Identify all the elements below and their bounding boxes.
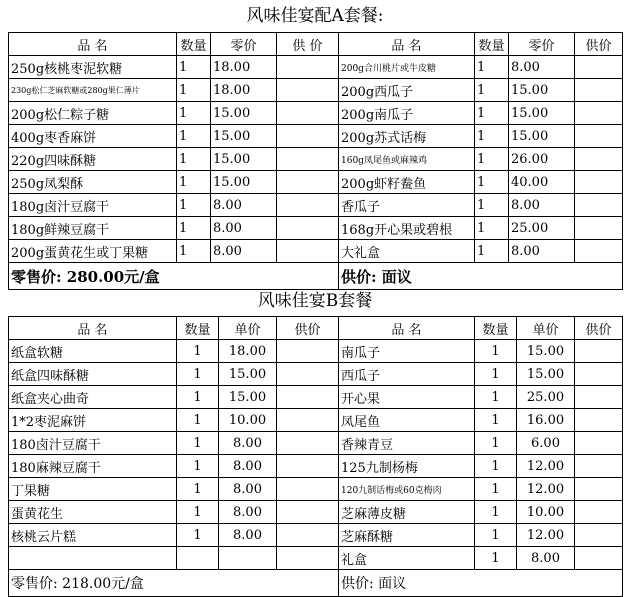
column-header: 数量 [475, 33, 509, 56]
quantity-cell: 1 [475, 524, 517, 547]
supply-price-cell [575, 409, 623, 432]
item-name-cell: 凤尾鱼 [339, 409, 475, 432]
price-cell: 8.00 [211, 217, 277, 240]
item-name-cell: 220g四味酥糖 [9, 148, 177, 171]
price-cell: 15.00 [211, 171, 277, 194]
quantity-cell: 1 [475, 409, 517, 432]
quantity-cell: 1 [177, 524, 219, 547]
quantity-cell: 1 [475, 547, 517, 570]
quantity-cell: 1 [475, 148, 509, 171]
quantity-cell: 1 [177, 340, 219, 363]
set-b-table [8, 316, 623, 597]
item-name-cell: 纸盒软糖 [9, 340, 177, 363]
set-b-title: 风味佳宴B套餐 [257, 291, 373, 311]
item-name-cell: 400g枣香麻饼 [9, 125, 177, 148]
item-name-cell: 250g核桃枣泥软糖 [9, 56, 177, 79]
quantity-cell: 1 [475, 363, 517, 386]
item-name-cell: 蛋黄花生 [9, 501, 177, 524]
item-name-cell: 礼盒 [339, 547, 475, 570]
supply-price-cell [277, 340, 339, 363]
supply-price-cell [277, 363, 339, 386]
item-name-cell: 西瓜子 [339, 363, 475, 386]
column-header: 品 名 [9, 317, 177, 340]
item-name-cell: 丁果糖 [9, 478, 177, 501]
table-row [9, 547, 623, 570]
quantity-cell: 1 [177, 171, 211, 194]
summary-row [9, 263, 623, 290]
retail-price: 零售价: 280.00元/盒 [9, 263, 339, 290]
price-cell: 10.00 [517, 501, 575, 524]
price-cell: 15.00 [509, 79, 575, 102]
price-cell: 8.00 [219, 432, 277, 455]
item-name-cell: 芝麻酥糖 [339, 524, 475, 547]
item-name-cell: 180g鲜辣豆腐干 [9, 217, 177, 240]
price-cell: 8.00 [509, 56, 575, 79]
table-row [9, 455, 623, 478]
column-header: 数量 [177, 317, 219, 340]
quantity-cell: 1 [475, 240, 509, 263]
item-name-cell: 纸盒夹心曲奇 [9, 386, 177, 409]
table-row [9, 363, 623, 386]
supply-price-note: 供价: 面议 [339, 263, 623, 290]
supply-price-cell [277, 409, 339, 432]
supply-price-cell [575, 194, 623, 217]
supply-price-note: 供价: 面议 [339, 570, 623, 597]
table-row [9, 217, 623, 240]
supply-price-cell [575, 148, 623, 171]
price-cell: 8.00 [517, 547, 575, 570]
price-cell: 15.00 [219, 363, 277, 386]
item-name-cell: 200g苏式话梅 [339, 125, 475, 148]
price-cell: 6.00 [517, 432, 575, 455]
item-name-cell: 200g虾籽鲞鱼 [339, 171, 475, 194]
quantity-cell: 1 [177, 478, 219, 501]
item-name-cell: 香瓜子 [339, 194, 475, 217]
supply-price-cell [575, 524, 623, 547]
price-cell: 8.00 [211, 194, 277, 217]
quantity-cell: 1 [475, 478, 517, 501]
item-name-cell: 125九制杨梅 [339, 455, 475, 478]
item-name-cell: 120九制话梅或60克梅肉 [339, 478, 475, 501]
supply-price-cell [575, 102, 623, 125]
table-row [9, 125, 623, 148]
item-name-cell: 160g凤尾鱼或麻辣鸡 [339, 148, 475, 171]
supply-price-cell [277, 524, 339, 547]
quantity-cell: 1 [475, 340, 517, 363]
quantity-cell: 1 [177, 125, 211, 148]
supply-price-cell [277, 148, 339, 171]
quantity-cell: 1 [475, 217, 509, 240]
table-row [9, 524, 623, 547]
quantity-cell: 1 [475, 194, 509, 217]
column-header: 供 价 [277, 33, 339, 56]
item-name-cell: 大礼盒 [339, 240, 475, 263]
item-name-cell: 250g凤梨酥 [9, 171, 177, 194]
item-name-cell: 200g合川桃片或牛皮糖 [339, 56, 475, 79]
quantity-cell: 1 [177, 194, 211, 217]
table-row [9, 148, 623, 171]
table-row [9, 386, 623, 409]
price-cell: 12.00 [517, 455, 575, 478]
item-name-cell: 230g松仁芝麻软糖或280g果仁薄片 [9, 79, 177, 102]
quantity-cell: 1 [177, 501, 219, 524]
column-header: 零价 [509, 33, 575, 56]
supply-price-cell [575, 363, 623, 386]
item-name-cell: 180g卤汁豆腐干 [9, 194, 177, 217]
item-name-cell: 纸盒四味酥糖 [9, 363, 177, 386]
quantity-cell: 1 [475, 125, 509, 148]
price-cell: 15.00 [509, 102, 575, 125]
table-row [9, 340, 623, 363]
price-cell: 15.00 [517, 340, 575, 363]
supply-price-cell [277, 501, 339, 524]
table-row [9, 194, 623, 217]
price-cell: 18.00 [219, 340, 277, 363]
column-header: 供价 [277, 317, 339, 340]
price-cell: 8.00 [211, 240, 277, 263]
supply-price-cell [277, 217, 339, 240]
table-header-row [9, 33, 623, 56]
table-row [9, 478, 623, 501]
column-header: 零价 [211, 33, 277, 56]
column-header: 品 名 [339, 317, 475, 340]
quantity-cell: 1 [475, 171, 509, 194]
supply-price-cell [575, 240, 623, 263]
quantity-cell: 1 [177, 240, 211, 263]
item-name-cell: 芝麻薄皮糖 [339, 501, 475, 524]
table-row [9, 79, 623, 102]
supply-price-cell [575, 386, 623, 409]
item-name-cell: 香辣青豆 [339, 432, 475, 455]
price-cell: 25.00 [517, 386, 575, 409]
quantity-cell: 1 [475, 386, 517, 409]
item-name-cell: 180麻辣豆腐干 [9, 455, 177, 478]
quantity-cell: 1 [177, 432, 219, 455]
quantity-cell [177, 547, 219, 570]
supply-price-cell [575, 547, 623, 570]
supply-price-cell [575, 56, 623, 79]
supply-price-cell [277, 547, 339, 570]
item-name-cell: 南瓜子 [339, 340, 475, 363]
quantity-cell: 1 [475, 56, 509, 79]
supply-price-cell [277, 432, 339, 455]
item-name-cell: 200g松仁粽子糖 [9, 102, 177, 125]
price-cell: 8.00 [509, 240, 575, 263]
price-cell: 15.00 [517, 363, 575, 386]
supply-price-cell [277, 125, 339, 148]
supply-price-cell [575, 478, 623, 501]
price-cell: 15.00 [211, 102, 277, 125]
table-header-row [9, 317, 623, 340]
quantity-cell: 1 [475, 501, 517, 524]
table-row [9, 432, 623, 455]
quantity-cell: 1 [177, 386, 219, 409]
item-name-cell: 200g南瓜子 [339, 102, 475, 125]
price-cell: 18.00 [211, 79, 277, 102]
quantity-cell: 1 [177, 409, 219, 432]
supply-price-cell [575, 432, 623, 455]
set-a-title: 风味佳宴配A套餐: [246, 6, 384, 26]
table-row [9, 171, 623, 194]
item-name-cell [9, 547, 177, 570]
table-row [9, 409, 623, 432]
price-cell: 8.00 [219, 455, 277, 478]
supply-price-cell [575, 125, 623, 148]
column-header: 数量 [177, 33, 211, 56]
price-cell: 16.00 [517, 409, 575, 432]
supply-price-cell [277, 478, 339, 501]
table-row [9, 240, 623, 263]
price-cell: 8.00 [219, 524, 277, 547]
quantity-cell: 1 [177, 148, 211, 171]
item-name-cell: 168g开心果或碧根 [339, 217, 475, 240]
quantity-cell: 1 [177, 455, 219, 478]
supply-price-cell [277, 171, 339, 194]
quantity-cell: 1 [177, 79, 211, 102]
item-name-cell: 180卤汁豆腐干 [9, 432, 177, 455]
column-header: 数量 [475, 317, 517, 340]
column-header: 供价 [575, 317, 623, 340]
supply-price-cell [277, 79, 339, 102]
price-cell: 8.00 [219, 501, 277, 524]
supply-price-cell [277, 102, 339, 125]
price-cell: 15.00 [211, 125, 277, 148]
set-a-table [8, 32, 623, 290]
column-header: 品 名 [339, 33, 475, 56]
price-cell: 25.00 [509, 217, 575, 240]
quantity-cell: 1 [475, 102, 509, 125]
column-header: 供价 [575, 33, 623, 56]
quantity-cell: 1 [475, 455, 517, 478]
supply-price-cell [575, 79, 623, 102]
quantity-cell: 1 [177, 217, 211, 240]
quantity-cell: 1 [177, 363, 219, 386]
column-header: 单价 [517, 317, 575, 340]
supply-price-cell [575, 171, 623, 194]
supply-price-cell [277, 56, 339, 79]
price-cell: 8.00 [219, 478, 277, 501]
price-cell [219, 547, 277, 570]
retail-price: 零售价: 218.00元/盒 [9, 570, 339, 597]
price-cell: 15.00 [211, 148, 277, 171]
price-cell: 15.00 [509, 125, 575, 148]
table-row [9, 501, 623, 524]
supply-price-cell [277, 455, 339, 478]
item-name-cell: 开心果 [339, 386, 475, 409]
item-name-cell: 核桃云片糕 [9, 524, 177, 547]
supply-price-cell [575, 217, 623, 240]
price-cell: 10.00 [219, 409, 277, 432]
price-cell: 12.00 [517, 478, 575, 501]
supply-price-cell [575, 340, 623, 363]
supply-price-cell [575, 501, 623, 524]
item-name-cell: 200g西瓜子 [339, 79, 475, 102]
price-cell: 18.00 [211, 56, 277, 79]
price-cell: 8.00 [509, 194, 575, 217]
supply-price-cell [277, 240, 339, 263]
quantity-cell: 1 [475, 432, 517, 455]
item-name-cell: 1*2枣泥麻饼 [9, 409, 177, 432]
table-row [9, 56, 623, 79]
quantity-cell: 1 [177, 102, 211, 125]
quantity-cell: 1 [177, 56, 211, 79]
column-header: 品 名 [9, 33, 177, 56]
supply-price-cell [277, 386, 339, 409]
column-header: 单价 [219, 317, 277, 340]
price-cell: 15.00 [219, 386, 277, 409]
summary-row [9, 570, 623, 597]
price-cell: 26.00 [509, 148, 575, 171]
supply-price-cell [575, 455, 623, 478]
item-name-cell: 200g蛋黄花生或丁果糖 [9, 240, 177, 263]
price-cell: 40.00 [509, 171, 575, 194]
quantity-cell: 1 [475, 79, 509, 102]
supply-price-cell [277, 194, 339, 217]
price-cell: 12.00 [517, 524, 575, 547]
table-row [9, 102, 623, 125]
